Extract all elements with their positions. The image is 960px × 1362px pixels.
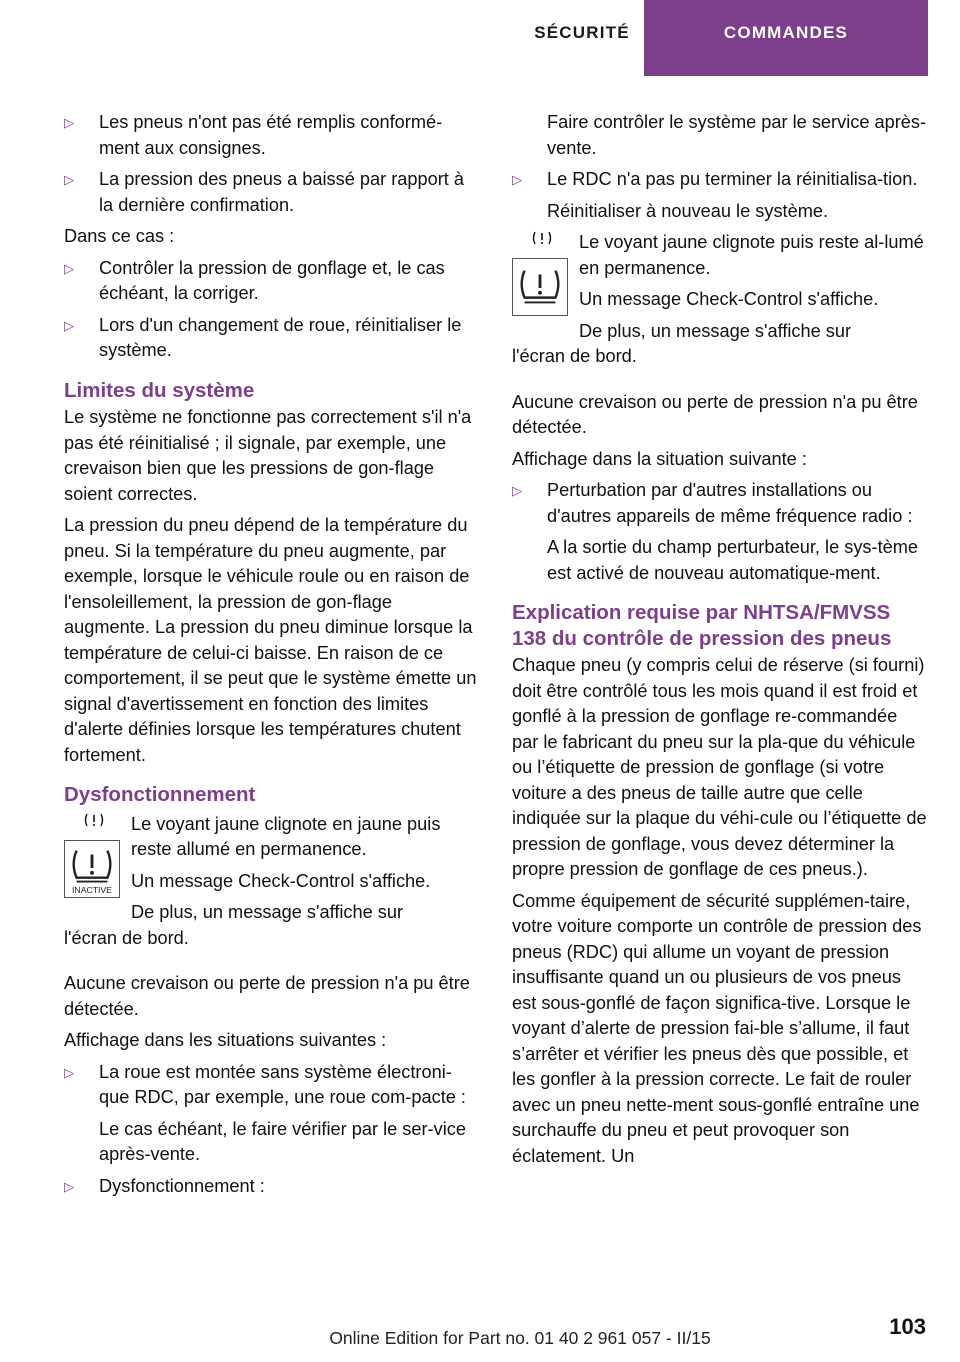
page-number: 103 — [889, 1314, 926, 1339]
left-column — [64, 110, 479, 1205]
list-item-text: La pression des pneus a baissé par rapport à la dernière confirmation. — [99, 169, 464, 215]
list-item — [512, 167, 927, 224]
triangle-bullet-icon: ▷ — [64, 317, 74, 333]
tab-securite-label: SÉCURITÉ — [534, 23, 630, 42]
page-footer — [0, 1312, 960, 1362]
tire-pressure-inactive-icon — [64, 840, 120, 898]
triangle-bullet-icon: ▷ — [64, 260, 74, 276]
aucune-crevaison-text: Aucune crevaison ou perte de pression n'a pu être détectée. — [64, 973, 470, 1019]
warning-line: Le voyant jaune clignote puis reste al-lumé en permanence. — [579, 232, 924, 278]
heading-dysfonctionnement: Dysfonctionnement — [64, 783, 256, 806]
list-item-text: Perturbation par d'autres installations ou d'autres appareils de même fréquence radio : — [547, 480, 913, 526]
list-item-subtext: A la sortie du champ perturbateur, le sys-tème est activé de nouveau automatique-ment. — [547, 537, 919, 583]
tire-pressure-warning-icon — [512, 258, 568, 316]
list-item — [512, 478, 927, 586]
list-item — [64, 167, 479, 218]
triangle-bullet-icon: ▷ — [64, 1178, 74, 1194]
list-item-text: La roue est montée sans système électroni-que RDC, par exemple, une roue com-pacte : — [99, 1061, 466, 1107]
warning-block — [512, 230, 927, 370]
chapter-tabs — [520, 0, 928, 76]
nhtsa-paragraph-2: Comme équipement de sécurité supplémen-taire, votre voiture comporte un contrôle de pression des pneus (RDC) qui allume un voyant de pression insuffisante quand un ou plusieurs de vos pneus est sous-gonflé de façon significa-tive. Lorsque le voyant d’alerte de pression fai-ble s’allume, il faut s’arrêter et vérifier les pneus dès que possible, et les gonfler à la pression correcte. Le fait de rouler avec un pneu nette-ment sous-gonflé entraîne une surchauffe du pneu et peut provoquer son éclatement. Un — [512, 890, 922, 1166]
list-item — [64, 313, 479, 364]
warning-tail: l'écran de bord. — [64, 927, 189, 948]
tab-securite[interactable] — [520, 0, 644, 76]
limites-paragraph-1: Le système ne fonctionne pas correctement s'il n'a pas été réinitialisé ; il signale, par exemple, une crevaison bien que les pressions de gon-flage soient correctes. — [64, 407, 472, 504]
aucune-crevaison-text: Aucune crevaison ou perte de pression n'a pu être détectée. — [512, 391, 918, 437]
list-item-text: Lors d'un changement de roue, réinitialiser le système. — [99, 314, 462, 360]
list-item — [64, 1060, 479, 1168]
list-item-subtext: Réinitialiser à nouveau le système. — [547, 200, 829, 221]
warning-line: Un message Check-Control s'affiche. — [131, 870, 431, 891]
warning-line: Le voyant jaune clignote en jaune puis reste allumé en permanence. — [131, 813, 441, 859]
triangle-bullet-icon: ▷ — [64, 172, 74, 187]
list-item-subtext: Le cas échéant, le faire vérifier par le ser-vice après-vente. — [99, 1118, 466, 1164]
right-column — [512, 110, 927, 1175]
triangle-bullet-icon: ▷ — [64, 1064, 74, 1080]
list-item-text: Le RDC n'a pas pu terminer la réinitialisa-tion. — [547, 169, 918, 189]
list-item-text: Les pneus n'ont pas été remplis conformé-ment aux consignes. — [99, 112, 443, 158]
limites-paragraph-2: La pression du pneu dépend de la température du pneu. Si la température du pneu augmente, par exemple, lorsque le véhicule roule ou en raison de l'ensoleillement, la pression de gon-flage augmente. La pression du pneu diminue lorsque la température de celui-ci baisse. En raison de ce comportement, il se peut que le système émette un signal d'avertissement en fonction des limites d'alerte définies lorsque les températures chutent fortement. — [64, 515, 477, 765]
affichage-text: Affichage dans les situations suivantes : — [64, 1030, 387, 1050]
inactive-label: INACTIVE — [72, 884, 112, 895]
warning-tail: l'écran de bord. — [512, 346, 637, 366]
list-item — [64, 256, 479, 307]
online-edition-text: Online Edition for Part no. 01 40 2 961 057 - II/15 — [329, 1328, 711, 1348]
list-item — [64, 110, 479, 161]
warning-icons — [512, 230, 572, 316]
list-item — [64, 1174, 479, 1200]
tire-pressure-warning-small-icon — [84, 812, 104, 828]
triangle-bullet-icon: ▷ — [512, 172, 522, 187]
affichage-text: Affichage dans la situation suivante : — [512, 448, 807, 469]
tab-commandes[interactable] — [644, 0, 928, 76]
tab-commandes-label: COMMANDES — [723, 23, 849, 42]
tire-pressure-warning-small-icon — [532, 230, 552, 246]
warning-line: Un message Check-Control s'affiche. — [579, 289, 879, 309]
nhtsa-paragraph-1: Chaque pneu (y compris celui de réserve (si fourni) doit être contrôlé tous les mois quand il est froid et gonflé à la pression de gonflage re-commandée par le fabricant du pneu sur la pla-que du véhicule ou l’étiquette de pression de gonflage (si votre voiture a des pneus de taille autre que celle indiquée sur la plaque du véhi-cule ou l’étiquette de pression de gonflage, vous devez déterminer la propre pression de gonflage de ces pneus.). — [512, 655, 927, 879]
list-item-text: Dysfonctionnement : — [99, 1175, 265, 1196]
list-item-text: Contrôler la pression de gonflage et, le cas échéant, la corriger. — [99, 257, 445, 303]
dans-ce-cas-text: Dans ce cas : — [64, 226, 175, 246]
warning-line: De plus, un message s'affiche sur — [579, 320, 852, 341]
heading-limites: Limites du système — [64, 378, 255, 402]
warning-line: De plus, un message s'affiche sur — [131, 902, 404, 922]
warning-block — [64, 812, 479, 952]
triangle-bullet-icon: ▷ — [64, 115, 74, 130]
indented-text: Faire contrôler le système par le service après-vente. — [547, 112, 927, 158]
warning-icons — [64, 812, 124, 898]
heading-nhtsa: Explication requise par NHTSA/FMVSS 138 du contrôle de pression des pneus — [512, 601, 892, 650]
triangle-bullet-icon: ▷ — [512, 483, 522, 498]
